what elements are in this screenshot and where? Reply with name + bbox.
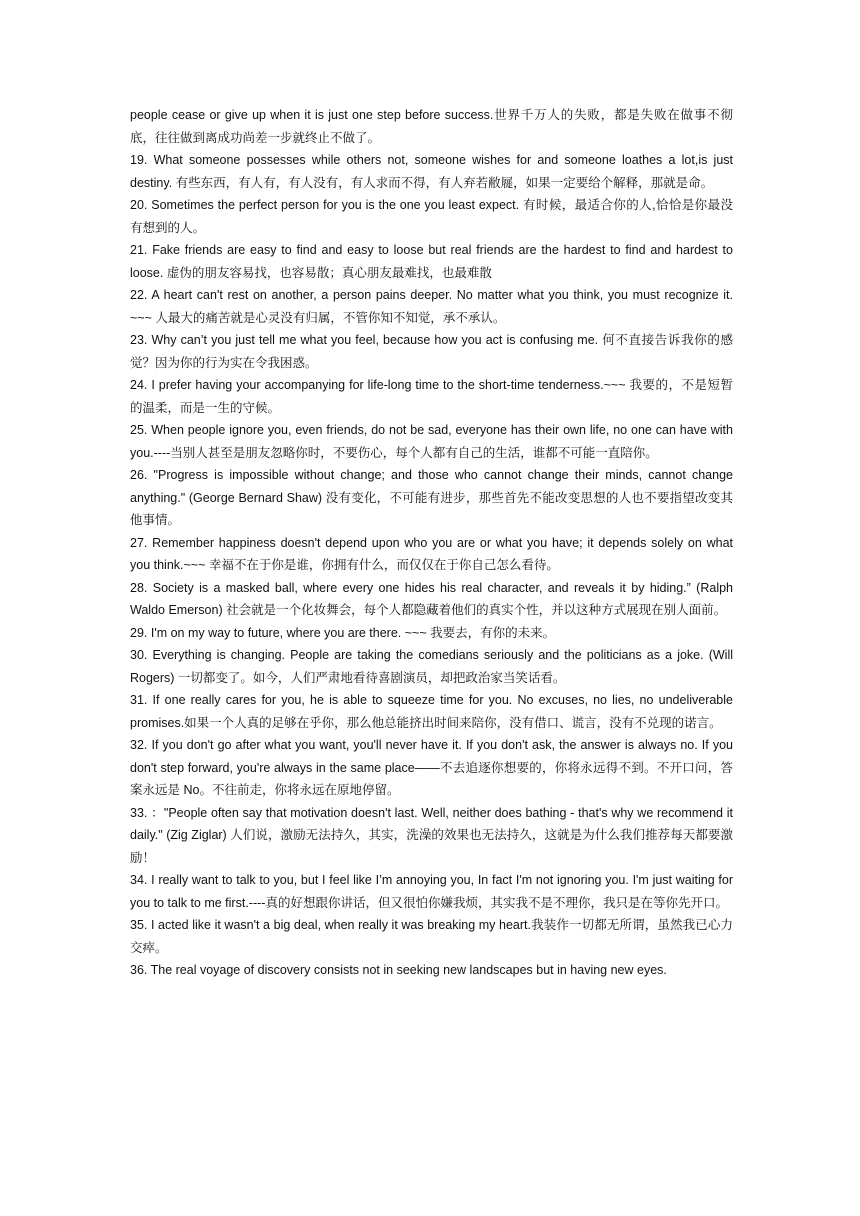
quote-31: 31. If one really cares for you, he is able to squeeze time for you. No excuses, no lies, no undeliverable promises.如果一个人真的足够在乎你，那么他总能挤出时间来陪你，没有借口、谎言，没有不兑现的诺言。 [130, 693, 733, 730]
quote-29: 29. I'm on my way to future, where you are there. ~~~ 我要去，有你的未来。 [130, 625, 556, 640]
quote-28: 28. Society is a masked ball, where every one hides his real character, and reveals it by hiding.” (Ralph Waldo Emerson) 社会就是一个化妆舞会，每个人都隐藏着他们的真实个性，并以这种方式展现在别人面前。 [130, 580, 733, 617]
quote-33: 33. ："People often say that motivation doesn't last. Well, neither does bathing - that's why we recommend it daily." (Zig Ziglar) 人们说，激励无法持久，其实，洗澡的效果也无法持久，这就是为什么我们推荐每天都要激励！ [130, 805, 733, 865]
quote-22: 22. A heart can't rest on another, a person pains deeper. No matter what you think, you must recognize it. ~~~ 人最大的痛苦就是心灵没有归属，不管你知不知觉，承不承认。 [130, 288, 733, 325]
document-body [130, 104, 733, 982]
quote-24: 24. I prefer having your accompanying for life-long time to the short-time tenderness.~~~ 我要的，不是短暂的温柔，而是一生的守候。 [130, 378, 733, 415]
paragraph-18-tail: people cease or give up when it is just one step before success.世界千万人的失败，都是失败在做事不彻底，往往做到离成功尚差一步就终止不做了。 [130, 108, 733, 145]
quote-27: 27. Remember happiness doesn't depend upon who you are or what you have; it depends solely on what you think.~~~ 幸福不在于你是谁，你拥有什么，而仅仅在于你自己怎么看待。 [130, 535, 733, 572]
quote-26: 26. "Progress is impossible without change; and those who cannot change their minds, cannot change anything." (George Bernard Shaw) 没有变化，不可能有进步，那些首先不能改变思想的人也不要指望改变其他事情。 [130, 468, 733, 527]
quote-30: 30. Everything is changing. People are taking the comedians seriously and the politicians as a joke. (Will Rogers) 一切都变了。如今，人们严肃地看待喜剧演员，却把政治家当笑话看。 [130, 648, 733, 685]
quote-23: 23. Why can’t you just tell me what you feel, because how you act is confusing me. 何不直接告诉我你的感觉？因为你的行为实在令我困惑。 [130, 333, 733, 370]
quote-19: 19. What someone possesses while others not, someone wishes for and someone loathes a lot,is just destiny. 有些东西，有人有，有人没有，有人求而不得，有人弃若敝屣，如果一定要给个解释，那就是命。 [130, 153, 733, 190]
quote-32: 32. If you don't go after what you want, you'll never have it. If you don't ask, the answer is always no. If you don't step forward, you're always in the same place——不去追逐你想要的，你将永远得不到。不开口问，答案永远是 No。不往前走，你将永远在原地停留。 [130, 738, 733, 797]
quote-21: 21. Fake friends are easy to find and easy to loose but real friends are the hardest to find and hardest to loose. 虚伪的朋友容易找，也容易散；真心朋友最难找，也最难散 [130, 243, 733, 280]
quote-36: 36. The real voyage of discovery consists not in seeking new landscapes but in having new eyes. [130, 963, 667, 977]
quote-20: 20. Sometimes the perfect person for you is the one you least expect. 有时候，最适合你的人,恰恰是你最没有想到的人。 [130, 198, 733, 235]
quote-25: 25. When people ignore you, even friends, do not be sad, everyone has their own life, no one can have with you.----当别人甚至是朋友忽略你时，不要伤心，每个人都有自己的生活，谁都不可能一直陪你。 [130, 423, 733, 460]
quote-35: 35. I acted like it wasn't a big deal, when really it was breaking my heart.我装作一切都无所谓，虽然我已心力交瘁。 [130, 918, 733, 955]
quote-34: 34. I really want to talk to you, but I feel like I’m annoying you, In fact I'm not ignoring you. I'm just waiting for you to talk to me first.----真的好想跟你讲话，但又很怕你嫌我烦，其实我不是不理你，我只是在等你先开口。 [130, 873, 733, 910]
